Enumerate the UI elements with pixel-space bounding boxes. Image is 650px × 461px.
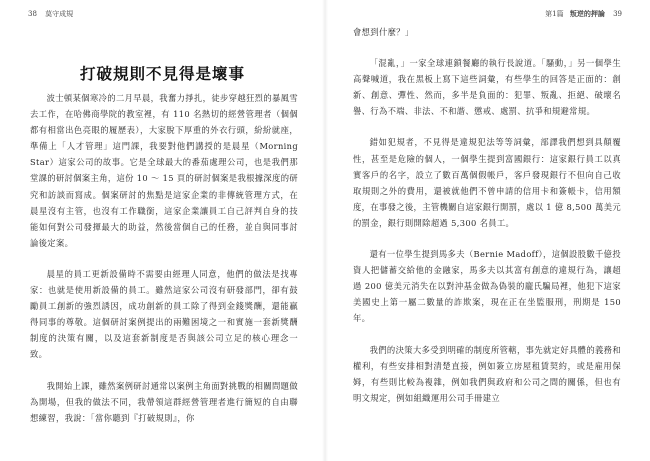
paragraph: 「混亂，」一家全球連鎖餐廳的執行長說道。「騷動，」另一個學生高聲喊道，我在黑板上寫下這些詞彙，有些學生的回答是正面的：創新、創意、彈性、然而，多半是負面的：犯罪、叛亂、拒絕、破壞名譽、行為不端、非法、不和諧、懲戒、處罰、抗爭和規避常規。 [353, 58, 621, 117]
left-body-text [30, 90, 298, 426]
paragraph: 錯如犯規者，不見得是違規犯法等等詞彙，部譯我們想到具顛覆性，甚至是危險的個人，一個學生提到富國銀行：這家銀行員工以真實客戶的名字，設立了數百萬個假帳戶，客戶發現銀行不但向自己收取規則之外的費用，還被就他們不曾申請的信用卡和簽帳卡，信用額度，在事發之後，主管機關自這家銀行開罰，處以 1 億 8,500 萬美元的罰金，銀行則開除超過 5,300 名員工。 [353, 137, 621, 228]
paragraph: 我們的決策大多受到明確的制度所管轄，事先就定好具體的義務和權利，有些安排相對清楚直接，例如簽立房屋租賃契約，或是雇用保姆，有些則比較為複雜，例如我們與政府和公司之間的關係，但也有明文規定，例如組織運用公司手冊建立 [353, 344, 621, 403]
section-label: 叛逆的押論 [569, 9, 605, 18]
right-page [325, 0, 650, 461]
paragraph: 還有一位學生提到馬多夫（Bernie Madoff），這個設股數千億投資人把儲蓄交給他的金融家，馬多夫以其富有創意的違規行為，讓超過 200 億美元消失在以對沖基金做為偽裝的龐氏騙局裡，他犯下這家美國史上第一屬二數量的詐欺案，現在正在坐監服刑，刑期是 150 年。 [353, 249, 621, 324]
paragraph: 我開始上課，雖然案例研討通常以案例主角面對挑戰的相關問題做為開場，但我的做法不同，我帶領這群經營管理者進行簡短的自由聯想練習，我說：「當你聽到『打破規則』，你 [30, 380, 298, 423]
left-header-title: 莫守成規 [45, 10, 74, 18]
paragraph: 晨星的員工更新設備時不需要由經理人同意，他們的做法是找專家：也就是使用新設備的員工。雖然這家公司沒有研發部門，卻有鼓勵員工創新的強烈誘因，成功創新的員工除了得到金錢獎酬，還能贏得同事的尊敬。這個研討案例提出的兩難困境之一和實施一套新獎酬制度的決策有關，以及這套新制度是否與該公司立足的核心理念一致。 [30, 268, 298, 360]
paragraph: 波士頓某個寒冷的二月早晨，我奮力掙扎，徒步穿越狂烈的暴風雪去工作，在哈佛商學院的教室裡，有 110 名熱切的經營管理者（個個都有相當出色亮眼的履歷表），大家脫下厚重的外衣行頭，紛紛就座，準備上「人才管理」這門課，我要對他們講授的是晨星（Morning Star）這家公司的故事。它是全球最大的番茄處理公司，也是我們那堂課的研討個案主角，這份 10 ～ 15 頁的研討個案是我根據深度的研究和訪談而寫成。個案研討的焦點是這家企業的非傳統管理方式，在晨星沒有主管，也沒有工作職銜，這家企業讓員工自己評判自身的技能如何對公司發揮最大的助益，然後當個自己的任務，並自與同事討論後定案。 [30, 93, 298, 248]
left-page-number: 38 [28, 10, 37, 18]
section-title: 打破規則不見得是壞事 [79, 64, 245, 83]
left-running-header [28, 9, 73, 19]
chapter-label: 第1篇 [545, 10, 564, 18]
right-body-text [353, 24, 621, 406]
right-running-header [545, 9, 622, 19]
paragraph: 會想到什麼？」 [353, 27, 414, 37]
right-page-number: 39 [613, 10, 622, 18]
